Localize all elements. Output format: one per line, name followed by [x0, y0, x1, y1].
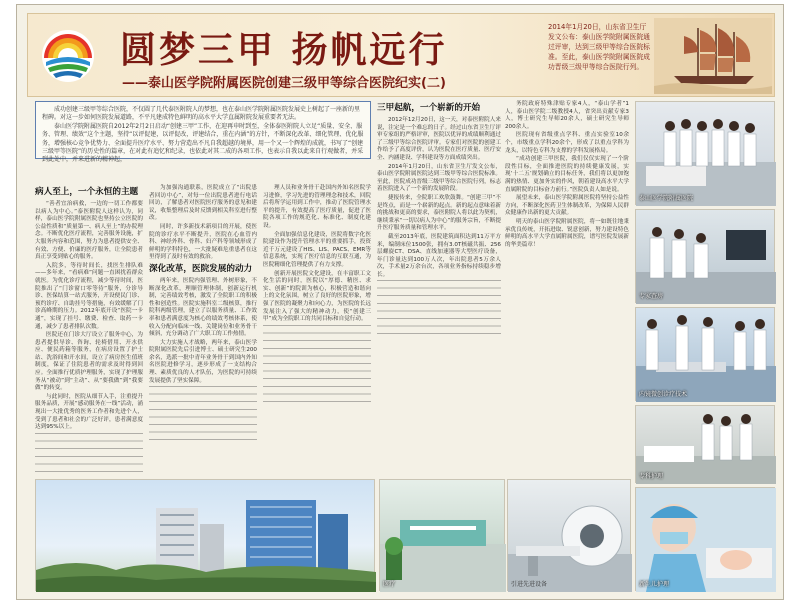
article-column-5 [505, 101, 629, 481]
photo-endoscopy [635, 307, 775, 401]
column-1-paragraph-1: “善者宜治病救，一边的一切工作都要以病人为中心。”泰医附院人这样认为，同样，泰山医学院附属医院也坚持公立医院的公益性质和“质量第一、病人至上”的办院理念。不断优化医疗流程，完善服务设施，扩大服务内容和范围，努力为患者提供安全、有效、方便、价廉的医疗服务，让全院患者真正享受到贴心的服务。 [35, 201, 143, 261]
intro-box [35, 101, 371, 164]
article-column-4 [377, 101, 501, 477]
photo-newborn-care [635, 487, 775, 591]
photo-medical [379, 479, 505, 591]
column-5-paragraph-4: 展望未来，泰山医学院附属医院将坚持公益性方向，不断深化医药卫生体制改革，为保障人民群众健康作出新的更大贡献。 [505, 195, 629, 217]
column-4-paragraph-3: 捷报传来，全院职工欢欣鼓舞。“创建三甲”不是终点，而是一个崭新的起点。新的起点意味着新的挑战和更高的要求，泰医附院人将以此为契机，继续秉承“一切以病人为中心”的服务宗旨，不断提升医疗服务质量和管理水平。 [377, 194, 501, 232]
photo-hospital-ward [635, 101, 775, 205]
column-1-paragraph-4: 与此同时，医院从细节入手，注重提升服务品质，开展“感动服务在一线”活动，涌现出一大批优秀的医务工作者和先进个人，受到了患者和社会的广泛好评，患者满意度达到95%以上。 [35, 393, 143, 431]
column-3-paragraph-1: 理人员和业务骨干赴国内外知名医院学习进修，学习先进的管理理念和技术，回院后将所学运用到工作中，推动了医院管理水平的提升，有效提高了医疗质量，促进了医院各项工作的规范化、标准化、制度化建设。 [263, 185, 371, 229]
column-3-paragraph-2: 全面加强信息化建设，医院将数字化医院建设作为提升管理水平的重要抓手，投资近千万元建设了HIS、LIS、PACS、EMR等信息系统，实现了医疗信息的互联互通，为医院精细化管理提供了有力支撑。 [263, 231, 371, 268]
article-column-3 [263, 185, 371, 475]
page-subtitle: ——泰山医学院附属医院创建三级甲等综合医院纪实(二) [122, 76, 446, 91]
photo-equipment [507, 479, 631, 591]
column-4-paragraph-2: 2014年1月20日，山东省卫生厅发文公布，泰山医学院附属医院达到三级甲等综合医院标准。至此，医院成功晋级三级甲等综合医院行列，标志着医院进入了一个新的发展阶段。 [377, 163, 501, 193]
column-5-paragraph-2: 医院现有省级重点学科、重点实验室10余个，市级重点学科20余个，形成了以重点学科为龙头，以特色专科为支撑的学科发展格局。 [505, 132, 629, 154]
photo-caption: 新生儿护理 [639, 581, 670, 588]
photo-nursing [635, 405, 775, 483]
column-4-paragraph-4: 截至2013年底，医院建筑面积达到11万平方米，编制床位1500张，拥有3.0T核磁共振、256层螺旋CT、DSA、直线加速器等大型医疗设备，年门诊量达到100万人次，年出院患者5万余人次，手术量2万余台次，各项业务指标持续稳步增长。 [377, 233, 501, 278]
photo-hospital-buildings [35, 479, 375, 591]
article-column-2 [149, 185, 257, 475]
text-filler [149, 386, 257, 446]
column-2-paragraph-2: 同时，许多新技术新项目的开展，使医院的诊疗水平不断提升，医院在心血管内科、神经外科、骨科、妇产科等领域形成了鲜明的学科特色，一大批疑难危重患者在这里得到了及时有效的救治。 [149, 223, 257, 261]
photo-caption: 专家查房 [639, 293, 664, 300]
photo-caption: 医疗 [383, 581, 396, 588]
column-4-paragraph-1: 2012年12月20日，这一天，对泰医附院人来说，注定是一个难忘的日子。经过山东省卫生厅评审专家组的严格评审，医院以优异的成绩顺利通过了三级甲等综合医院评审。专家们对医院的创建工作给予了高度评价，认为医院在医疗质量、医疗安全、内涵建设、学科建设等方面成绩突出。 [377, 117, 501, 161]
header-note: 2014年1月20日，山东省卫生厅发文公布：泰山医学院附属医院通过评审，达到三级甲等综合医院标准。至此，泰山医学院附属医院成功晋级三级甲等综合医院行列。 [548, 23, 650, 71]
doctors-group-icon [636, 102, 776, 206]
doctors-icon [636, 210, 776, 304]
column-2-paragraph-3: 两年来，医院内强管理、外树形象，不断深化改革，理顺管理体制，创新运行机制，完善绩效考核，激发了全院职工的积极性和创造性。医院实施科室二级核算，推行院科两级管理，建立了以服务质量、工作效率和患者满意度为核心的绩效考核体系，使收入分配向临床一线、关键岗位和业务骨干倾斜，充分调动了广大职工的工作热情。 [149, 277, 257, 338]
surgery-team-icon [636, 308, 776, 402]
photo-caption: 泰山医学院附属医院 [639, 195, 694, 202]
column-5-paragraph-5: 明天的泰山医学院附属医院，将一如既往地秉承优良传统，开拓进取、锐意创新，努力建设特色鲜明的高水平大学直属附属医院，谱写医院发展新的华美篇章！ [505, 218, 629, 248]
photo-caption: 引进先进设备 [511, 581, 548, 588]
column-1-paragraph-2: 入院多，等待时间长，找医生排队难——多年来，“看病难”问题一直困扰着群众就医。为优化诊疗流程，减少等待时间，医院推出了“门诊窗口零等待”服务，分诊导诊、医保结算一站式服务，开设便民门诊、预约诊疗、自助挂号等措施，有效缓解了门诊高峰期的压力。2012年底开设“医院一卡通”，实现了挂号、缴费、检查、取药一卡通，减少了患者排队次数。 [35, 262, 143, 330]
photo-caption: 内镜微创诊疗技术 [639, 391, 688, 398]
column-2-paragraph-4: 大力实施人才战略，两年来，泰山医学院附属医院先后引进博士、硕士研究生200余名，选派一批中青年业务骨干到国内外知名医院进修学习，逐步形成了一支结构合理、素质优良的人才队伍，为医院的可持续发展提供了坚实保障。 [149, 339, 257, 384]
section-heading-reform: 深化改革，医院发展的动力 [149, 263, 253, 274]
intro-paragraph-2: 泰山医学院附属医院自2012年2月2日启动“创建三甲”工作，在迎再申时到至，全体泰医附院人立足“质量、安全、服务、管理、绩效”这个主题，坚持“以评促建，以评促改，评建结合，重在内涵”的方针，不断深化改革、细化管理、优化服务，增强核心竞争优势力、全面提升医疗水平、努力营造出不凡自我超越的境界，用一个又一个辉煌的成就，书写了“创建三级甲等医院”的历史性的篇章，在对此有追忆和纪录，也依此对其二成的各项工作，也表示自我以此来自行观做者，并采到此处中，并来进新的精神起， [42, 122, 364, 164]
page-title: 圆梦三甲 扬帆远行 [120, 29, 448, 71]
section-heading-patients-first: 病人至上，一个永恒的主题 [35, 187, 139, 197]
column-3-paragraph-3: 创新开展医院文化建设，在丰富职工文化生活的同时，医院以“厚德、精医、求实、创新”的院训为核心，积极营造和谐向上的文化氛围，树立了良好的医院形象，增强了医院的凝聚力和向心力，为医院的长远发展注入了强大的精神动力，使“创建三甲”成为全院职工的共同目标和自觉行动。 [263, 270, 371, 323]
newspaper-page [16, 4, 784, 600]
text-filler [377, 280, 501, 340]
column-5-paragraph-3: “成功创建三甲医院，我们仅仅实现了一个阶段性目标，全面推进医院的持续健康发展，实现‘十二五’规划确立的目标任务，我们将以更加饱满的热情、更加务实的作风，朝着建设高水平大学直属附院的目标奋力前行。”医院负责人如是说。 [505, 156, 629, 193]
text-filler [35, 433, 143, 473]
hospital-building-icon [36, 480, 376, 592]
ct-scanner-icon [508, 480, 632, 592]
article-column-1 [35, 185, 143, 475]
intro-paragraph-1: 成功创建三级甲等综合医院，不仅圆了几代泰医附院人的梦想，也在泰山医学院附属医院发展史上树起了一座新的里程碑。对这一步如何医院发展道路，不平凡建成特色鲜明的高水平大学直属附院发展重要者无法。 [42, 106, 361, 122]
column-5-paragraph-1: 务院政府特殊津贴专家4人，“泰山学者”1人，泰山医学院二级教授4人，省突出贡献专家3人，博士研究生导师20余人，硕士研究生导师200余人。 [505, 101, 629, 130]
hospital-logo-icon [40, 28, 96, 84]
nurse-with-baby-icon [636, 488, 776, 592]
hospital-lobby-icon [380, 480, 506, 592]
header-banner [27, 13, 775, 97]
text-filler [263, 325, 371, 405]
sailing-ship-icon [654, 18, 772, 94]
photo-caption: 专科护理 [639, 473, 664, 480]
photo-ward-rounds [635, 209, 775, 303]
column-1-paragraph-3: 医院还在门诊大厅设立了服务中心，为患者提供导诊、咨询、轮椅借用、开水供应、便民药箱等服务，在病房设置了护士站、洗浴间和开水间，设立了病房医生值班制度，保证了住院患者的需求及时得到回应。全面推行优质护理服务，实现了护理服务从“被动”到“主动”、从“要我做”到“我要做”的转变。 [35, 332, 143, 392]
column-2-paragraph-1: 为加强沟通联系，医院成立了“出院患者回访中心”，对每一位出院患者进行电话回访，了解患者对医院医疗服务的意见和建议，收集整理后及时反馈到相关科室进行整改。 [149, 185, 257, 222]
section-heading-new-start: 三甲起航，一个崭新的开始 [377, 103, 481, 113]
